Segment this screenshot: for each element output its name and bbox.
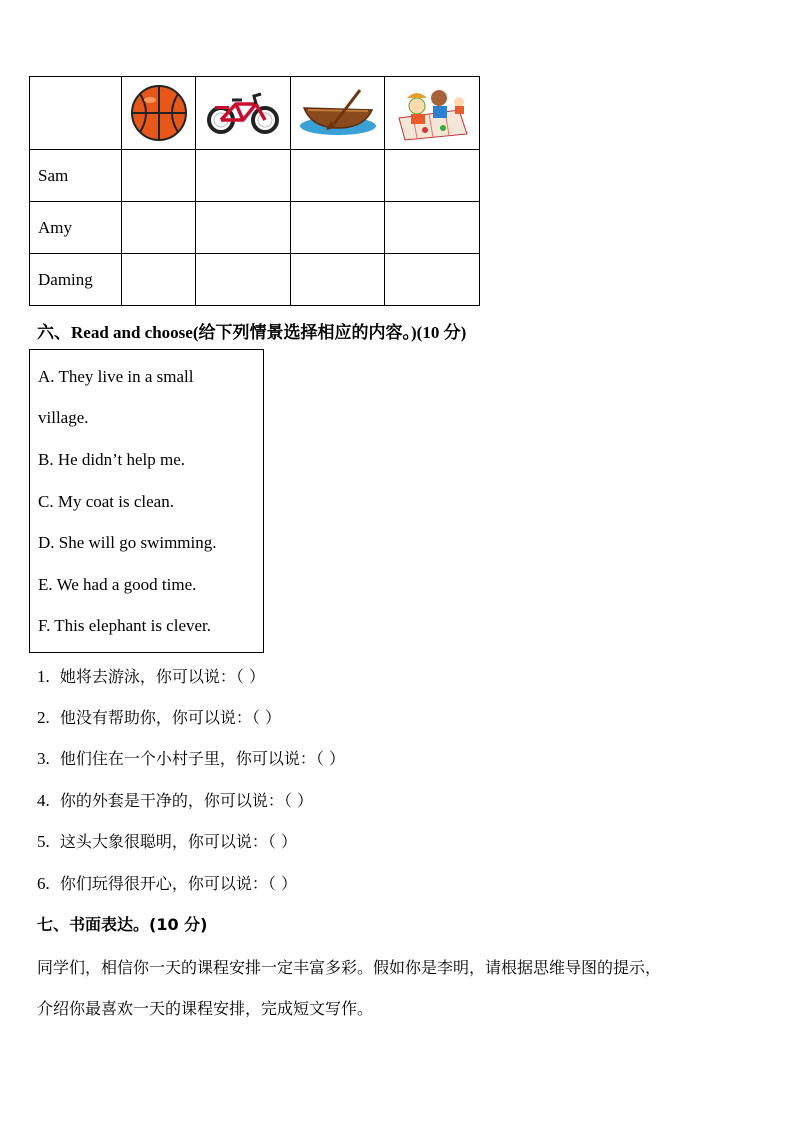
header-cell-boat bbox=[291, 77, 385, 150]
table-row bbox=[30, 254, 480, 306]
section-7-paragraph-line1: 同学们，相信你一天的课程安排一定丰富多彩。假如你是李明，请根据思维导图的提示， bbox=[37, 958, 662, 977]
row-name: Sam bbox=[30, 150, 122, 202]
picnic-icon bbox=[393, 84, 471, 142]
answer-cell[interactable] bbox=[291, 150, 385, 202]
question-2[interactable]: 2. 他没有帮助你，你可以说：（ ） bbox=[37, 708, 282, 727]
bicycle-icon bbox=[206, 90, 280, 136]
header-cell-bicycle bbox=[196, 77, 291, 150]
option-e: E. We had a good time. bbox=[38, 575, 197, 594]
answer-cell[interactable] bbox=[122, 254, 196, 306]
question-4[interactable]: 4. 你的外套是干净的，你可以说：（ ） bbox=[37, 791, 314, 810]
section-7-paragraph-line2: 介绍你最喜欢一天的课程安排，完成短文写作。 bbox=[37, 999, 374, 1018]
option-c: C. My coat is clean. bbox=[38, 492, 174, 511]
section-6-title: 六、Read and choose(给下列情景选择相应的内容。)(10 分) bbox=[37, 323, 467, 342]
question-5[interactable]: 5. 这头大象很聪明，你可以说：（ ） bbox=[37, 832, 298, 851]
answer-cell[interactable] bbox=[122, 202, 196, 254]
answer-cell[interactable] bbox=[196, 150, 291, 202]
table-row bbox=[30, 202, 480, 254]
answer-cell[interactable] bbox=[291, 202, 385, 254]
question-3[interactable]: 3. 他们住在一个小村子里，你可以说：（ ） bbox=[37, 749, 346, 768]
answer-cell[interactable] bbox=[385, 254, 480, 306]
answer-cell[interactable] bbox=[385, 202, 480, 254]
option-a-line2: village. bbox=[38, 408, 89, 427]
answer-cell[interactable] bbox=[196, 202, 291, 254]
basketball-icon bbox=[130, 84, 188, 142]
row-name: Amy bbox=[30, 202, 122, 254]
answer-cell[interactable] bbox=[196, 254, 291, 306]
answer-cell[interactable] bbox=[122, 150, 196, 202]
section-7-title: 七、书面表达。(10 分) bbox=[37, 915, 208, 934]
answer-cell[interactable] bbox=[385, 150, 480, 202]
table-row bbox=[30, 150, 480, 202]
option-b: B. He didn’t help me. bbox=[38, 450, 185, 469]
activity-table bbox=[29, 76, 480, 306]
question-1[interactable]: 1. 她将去游泳，你可以说：（ ） bbox=[37, 667, 266, 686]
option-a-line1: A. They live in a small bbox=[38, 367, 194, 386]
answer-cell[interactable] bbox=[291, 254, 385, 306]
row-name: Daming bbox=[30, 254, 122, 306]
option-d: D. She will go swimming. bbox=[38, 533, 217, 552]
question-6[interactable]: 6. 你们玩得很开心，你可以说：（ ） bbox=[37, 874, 298, 893]
header-cell-basketball bbox=[122, 77, 196, 150]
options-box bbox=[29, 349, 264, 653]
rowing-boat-icon bbox=[298, 88, 378, 138]
table-corner-cell bbox=[30, 77, 122, 150]
option-f: F. This elephant is clever. bbox=[38, 616, 212, 635]
header-cell-picnic bbox=[385, 77, 480, 150]
table-header-row bbox=[30, 77, 480, 150]
